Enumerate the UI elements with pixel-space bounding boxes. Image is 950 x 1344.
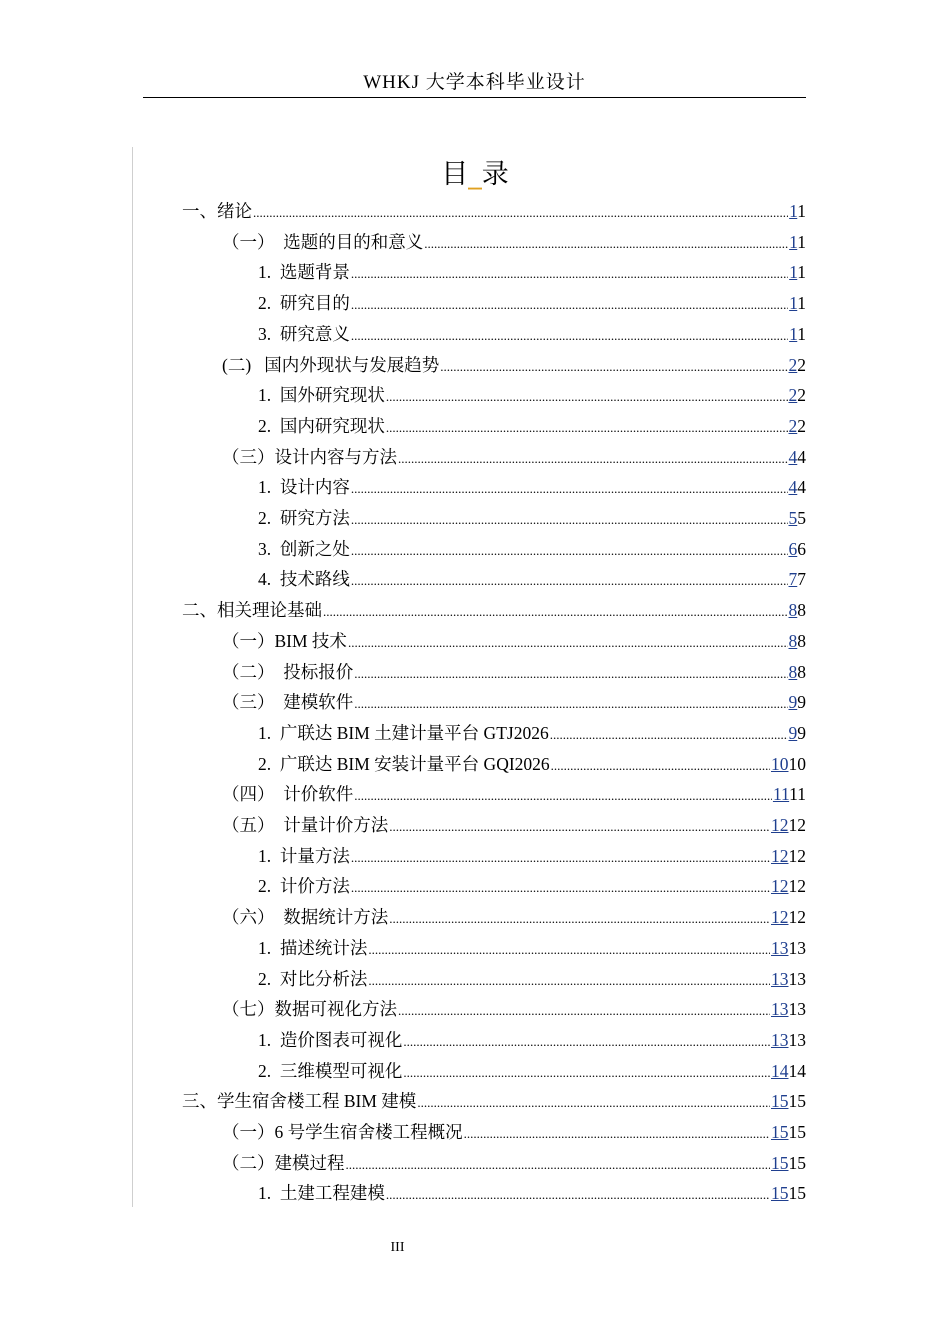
toc-entry-label: 2. 计价方法	[258, 876, 350, 897]
toc-entry-label: 1. 造价图表可视化	[258, 1029, 403, 1050]
toc-entry-label: （一） 选题的目的和意义	[222, 231, 424, 252]
toc-entry-label: 3. 创新之处	[258, 538, 350, 559]
document-header	[143, 70, 806, 96]
toc-dot-leader	[354, 689, 787, 719]
toc-entry-page	[771, 841, 806, 871]
toc-page-link[interactable]: 13	[771, 937, 789, 958]
toc-page-number: 1	[797, 293, 806, 314]
toc-entry[interactable]	[258, 411, 806, 441]
toc-entry-page	[789, 227, 806, 257]
toc-entry-label: （三） 建模软件	[222, 692, 354, 713]
toc-page-number: 5	[797, 508, 806, 528]
toc-title-char-2: 录	[481, 159, 509, 190]
toc-page-number: 12	[788, 907, 806, 928]
toc-entry-page	[771, 1178, 806, 1208]
toc-entry-page	[789, 534, 807, 564]
toc-entry-page	[789, 657, 807, 687]
toc-entry-label: 1. 设计内容	[258, 477, 350, 498]
toc-dot-leader	[417, 1088, 770, 1118]
toc-entry[interactable]	[258, 841, 806, 871]
toc-entry-page	[789, 319, 806, 349]
toc-page-link[interactable]: 12	[771, 907, 789, 928]
toc-dot-leader	[386, 413, 788, 443]
toc-page-number: 12	[788, 815, 806, 835]
toc-page-link[interactable]: 5	[788, 508, 798, 528]
toc-entry-page	[789, 350, 807, 380]
toc-page-link[interactable]: 12	[771, 876, 789, 897]
toc-entry-page	[771, 1025, 806, 1055]
toc-dot-leader	[351, 566, 788, 596]
toc-entry-label: 二、相关理论基础	[182, 600, 322, 621]
toc-page-link[interactable]: 8	[788, 661, 798, 682]
toc-dot-leader	[351, 843, 770, 873]
toc-entry-label: 4. 技术路线	[258, 569, 350, 590]
toc-entry[interactable]	[258, 257, 806, 287]
toc-entry-label: 2. 广联达 BIM 安装计量平台 GQI2026	[258, 753, 550, 774]
toc-entry[interactable]	[222, 657, 806, 687]
toc-page-number: 12	[788, 845, 806, 866]
toc-page-link[interactable]: 1	[789, 293, 798, 314]
toc-entry-page	[771, 810, 806, 840]
toc-dot-leader	[351, 536, 788, 566]
toc-page-link[interactable]: 1	[789, 323, 798, 344]
page-footer	[0, 1240, 795, 1256]
toc-page-number: 13	[788, 1029, 806, 1050]
toc-entry-label: （三）设计内容与方法	[222, 446, 397, 467]
toc-page-number: 2	[797, 354, 806, 375]
toc-entry[interactable]	[222, 442, 806, 472]
toc-entry-page	[771, 933, 806, 963]
toc-page-number: 13	[788, 937, 806, 958]
toc-entry[interactable]	[182, 196, 806, 226]
toc-dot-leader	[351, 474, 788, 504]
text-cursor: _	[468, 159, 482, 190]
toc-page-link[interactable]: 1	[789, 231, 798, 252]
toc-entry-label: （五） 计量计价方法	[222, 815, 389, 835]
toc-title-char-1: 目	[441, 159, 469, 190]
toc-entry[interactable]	[182, 595, 806, 625]
toc-entry[interactable]	[258, 1178, 806, 1208]
toc-dot-leader	[398, 444, 788, 474]
toc-entry-label: （一）6 号学生宿舍楼工程概况	[222, 1122, 463, 1142]
toc-entry[interactable]	[222, 1117, 806, 1147]
toc-page-link[interactable]: 9	[788, 692, 798, 713]
toc-entry-page	[771, 1086, 806, 1116]
toc-page-number: 12	[788, 876, 806, 897]
toc-page-number: 6	[797, 538, 806, 559]
toc-page-link[interactable]: 13	[771, 968, 789, 989]
toc-entry-label: 1. 广联达 BIM 土建计量平台 GTJ2026	[258, 722, 549, 743]
toc-page-link[interactable]: 15	[771, 1091, 789, 1112]
toc-dot-leader	[253, 198, 788, 228]
toc-page-link[interactable]: 9	[788, 722, 798, 743]
toc-entry-page	[789, 595, 807, 625]
toc-page-number: 2	[797, 385, 806, 406]
margin-bar	[132, 147, 133, 1207]
toc-dot-leader	[403, 1058, 770, 1088]
toc-dot-leader	[351, 321, 788, 351]
toc-dot-leader	[368, 966, 770, 996]
toc-page-link[interactable]: 11	[772, 784, 790, 805]
toc-entry-page	[771, 1117, 806, 1147]
toc-page-number: 1	[797, 231, 806, 252]
toc-dot-leader	[389, 904, 770, 934]
toc-title	[0, 158, 950, 192]
toc-page-number: 15	[788, 1183, 806, 1204]
toc-page-number: 4	[797, 477, 806, 498]
toc-page-link[interactable]: 4	[788, 446, 798, 467]
toc-page-number: 14	[788, 1060, 806, 1081]
toc-page-link[interactable]: 15	[771, 1183, 789, 1204]
toc-page-number: 8	[797, 630, 806, 651]
toc-page-number: 1	[797, 323, 806, 344]
toc-page-link[interactable]: 1	[789, 262, 798, 283]
toc-entry[interactable]	[258, 964, 806, 994]
toc-page-link[interactable]: 15	[771, 1152, 789, 1173]
toc-entry-page	[771, 871, 806, 901]
toc-dot-leader	[464, 1119, 770, 1149]
toc-page-number: 13	[788, 999, 806, 1020]
toc-dot-leader	[354, 659, 787, 689]
toc-dot-leader	[351, 505, 788, 535]
toc-entry-label: 1. 国外研究现状	[258, 385, 385, 406]
toc-entry[interactable]	[222, 687, 806, 717]
toc-dot-leader	[351, 290, 788, 320]
toc-dot-leader	[351, 873, 770, 903]
toc-entry[interactable]	[258, 933, 806, 963]
toc-entry[interactable]	[258, 288, 806, 318]
toc-page-number: 9	[797, 722, 806, 743]
toc-entry-page	[789, 718, 807, 748]
toc-entry-page	[789, 503, 807, 533]
toc-page-number: 8	[797, 600, 806, 621]
toc-entry[interactable]	[222, 227, 806, 257]
toc-entry-label: 1. 计量方法	[258, 845, 350, 866]
toc-entry[interactable]	[258, 871, 806, 901]
toc-page-number: 8	[797, 661, 806, 682]
toc-entry-label: （二）建模过程	[222, 1152, 345, 1173]
toc-entry-page	[789, 626, 807, 656]
toc-entry[interactable]	[222, 626, 806, 656]
toc-page-link[interactable]: 13	[771, 999, 789, 1020]
toc-entry-label: （四） 计价软件	[222, 784, 354, 805]
toc-dot-leader	[351, 259, 788, 289]
toc-entry-label: 2. 对比分析法	[258, 968, 368, 989]
toc-page-number: 7	[797, 569, 806, 590]
toc-entry[interactable]	[222, 779, 806, 809]
toc-entry[interactable]	[258, 380, 806, 410]
toc-page-link[interactable]: 6	[788, 538, 798, 559]
toc-page-link[interactable]: 8	[788, 600, 798, 621]
toc-entry[interactable]	[258, 564, 806, 594]
toc-dot-leader	[551, 751, 770, 781]
toc-entry-label: 2. 国内研究现状	[258, 415, 385, 436]
header-title: WHKJ 大学本科毕业设计	[363, 72, 586, 93]
toc-page-number: 15	[788, 1122, 806, 1142]
toc-entry-page	[771, 1148, 806, 1178]
toc-entry[interactable]	[258, 534, 806, 564]
toc-page-link[interactable]: 12	[771, 845, 789, 866]
toc-entry-label: 一、绪论	[182, 201, 252, 221]
toc-entry-label: （一）BIM 技术	[222, 630, 347, 651]
toc-dot-leader	[398, 996, 770, 1026]
toc-dot-leader	[346, 1150, 771, 1180]
toc-entry-page	[789, 196, 806, 226]
toc-page-link[interactable]: 2	[788, 354, 798, 375]
toc-page-number: 11	[789, 784, 806, 805]
toc-page-link[interactable]: 13	[771, 1029, 789, 1050]
toc-page-number: 4	[797, 446, 806, 467]
toc-dot-leader	[403, 1027, 770, 1057]
toc-entry[interactable]	[222, 350, 806, 380]
toc-entry-page	[771, 1056, 806, 1086]
toc-entry[interactable]	[222, 902, 806, 932]
toc-page-link[interactable]: 4	[788, 477, 798, 498]
toc-dot-leader	[389, 812, 770, 842]
toc-page-number: 1	[797, 201, 806, 221]
toc-entry[interactable]	[182, 1086, 806, 1116]
toc-entry[interactable]	[258, 503, 806, 533]
toc-entry-page	[789, 472, 807, 502]
toc-entry-page	[789, 687, 807, 717]
toc-page-number: 9	[797, 692, 806, 713]
toc-page-number: 1	[797, 262, 806, 283]
toc-entry[interactable]	[258, 749, 806, 779]
toc-entry-label: 1. 选题背景	[258, 262, 350, 283]
toc-entry[interactable]	[222, 1148, 806, 1178]
toc-entry-label: 3. 研究意义	[258, 323, 350, 344]
toc-dot-leader	[550, 720, 788, 750]
toc-entry[interactable]	[222, 810, 806, 840]
toc-entry[interactable]	[222, 994, 806, 1024]
toc-page-link[interactable]: 12	[771, 815, 789, 835]
toc-page-link[interactable]: 14	[771, 1060, 789, 1081]
toc-entry-label: 2. 研究目的	[258, 293, 350, 314]
toc-entry-page	[771, 964, 806, 994]
toc-entry-label: 2. 三维模型可视化	[258, 1060, 403, 1081]
toc-entry-label: （七）数据可视化方法	[222, 999, 397, 1020]
footer-page-number: III	[390, 1240, 405, 1255]
toc-entry-label: 1. 土建工程建模	[258, 1183, 385, 1204]
toc-dot-leader	[386, 382, 788, 412]
toc-dot-leader	[386, 1180, 770, 1210]
toc-page-number: 13	[788, 968, 806, 989]
toc-entry-page	[771, 994, 806, 1024]
toc-page-link[interactable]: 10	[771, 753, 789, 774]
toc-page-number: 15	[788, 1091, 806, 1112]
toc-entry-label: (二) 国内外现状与发展趋势	[222, 354, 440, 375]
toc-dot-leader	[440, 352, 787, 382]
toc-entry-page	[789, 411, 807, 441]
toc-entry[interactable]	[258, 718, 806, 748]
toc-page-number: 10	[788, 753, 806, 774]
toc-entry-page	[773, 779, 806, 809]
toc-dot-leader	[424, 229, 788, 259]
toc-dot-leader	[354, 781, 772, 811]
toc-page-link[interactable]: 15	[771, 1122, 789, 1142]
toc-entry[interactable]	[258, 472, 806, 502]
toc-page-number: 15	[788, 1152, 806, 1173]
toc-dot-leader	[348, 628, 788, 658]
toc-entry-page	[789, 442, 807, 472]
toc-entry-label: 2. 研究方法	[258, 508, 350, 528]
toc-entry-page	[789, 257, 806, 287]
toc-entry[interactable]	[258, 1025, 806, 1055]
toc-page-link[interactable]: 7	[788, 569, 798, 590]
toc-page-link[interactable]: 2	[788, 415, 798, 436]
toc-entry-page	[789, 564, 807, 594]
toc-entry[interactable]	[258, 319, 806, 349]
toc-entry-page	[789, 288, 806, 318]
toc-entry-label: （六） 数据统计方法	[222, 907, 389, 928]
toc-dot-leader	[368, 935, 770, 965]
toc-page-link[interactable]: 8	[788, 630, 798, 651]
toc-entry-page	[771, 902, 806, 932]
toc-entry-page	[789, 380, 807, 410]
toc-entry-page	[771, 749, 806, 779]
toc-page-number: 2	[797, 415, 806, 436]
header-rule	[143, 97, 806, 98]
toc-page-link[interactable]: 1	[789, 201, 798, 221]
toc-entry-label: 1. 描述统计法	[258, 937, 368, 958]
toc-dot-leader	[323, 597, 788, 627]
toc-entry-label: （二） 投标报价	[222, 661, 354, 682]
toc-entry[interactable]	[258, 1056, 806, 1086]
toc-page-link[interactable]: 2	[788, 385, 798, 406]
toc-entry-label: 三、学生宿舍楼工程 BIM 建模	[182, 1091, 417, 1112]
